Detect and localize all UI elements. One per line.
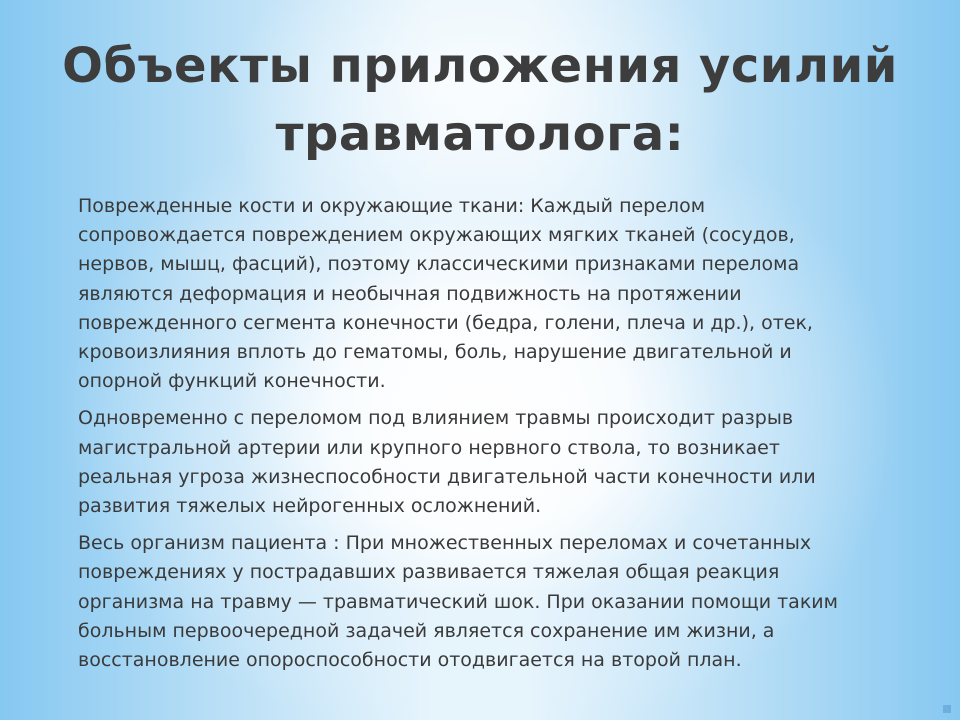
- slide-title-line-1: Объекты приложения усилий: [62, 38, 898, 94]
- paragraph-damaged-bones: Поврежденные кости и окружающие ткани: Каждый перелом сопровождается повреждением окружающих мягких тканей (сосудов, нервов, мышц, фасций), поэтому классическими признаками перелома являются деформация и необычная подвижность на протяжении поврежденного сегмента конечности (бедра, голени, плеча и др.), отек, кровоизлияния вплоть до гематомы, боль, нарушение двигательной и опорной функций конечности.: [78, 195, 813, 393]
- slide-body: [78, 192, 868, 683]
- slide-title-line-2: травматолога:: [275, 106, 685, 162]
- paragraph-whole-organism: Весь организм пациента : При множественных переломах и сочетанных повреждениях у пострадавших развивается тяжелая общая реакция организма на травму — травматический шок. При оказании помощи таким больным первоочередной задачей является сохранение им жизни, а восстановление опороспособности отодвигается на второй план.: [78, 532, 838, 672]
- slide-title: [20, 32, 940, 168]
- small-square-icon: [942, 704, 952, 714]
- paragraph-artery-rupture: Одновременно с переломом под влиянием травмы происходит разрыв магистральной артерии или крупного нервного ствола, то возникает реальная угроза жизнеспособности двигательной части конечности или развития тяжелых нейрогенных осложнений.: [78, 407, 816, 518]
